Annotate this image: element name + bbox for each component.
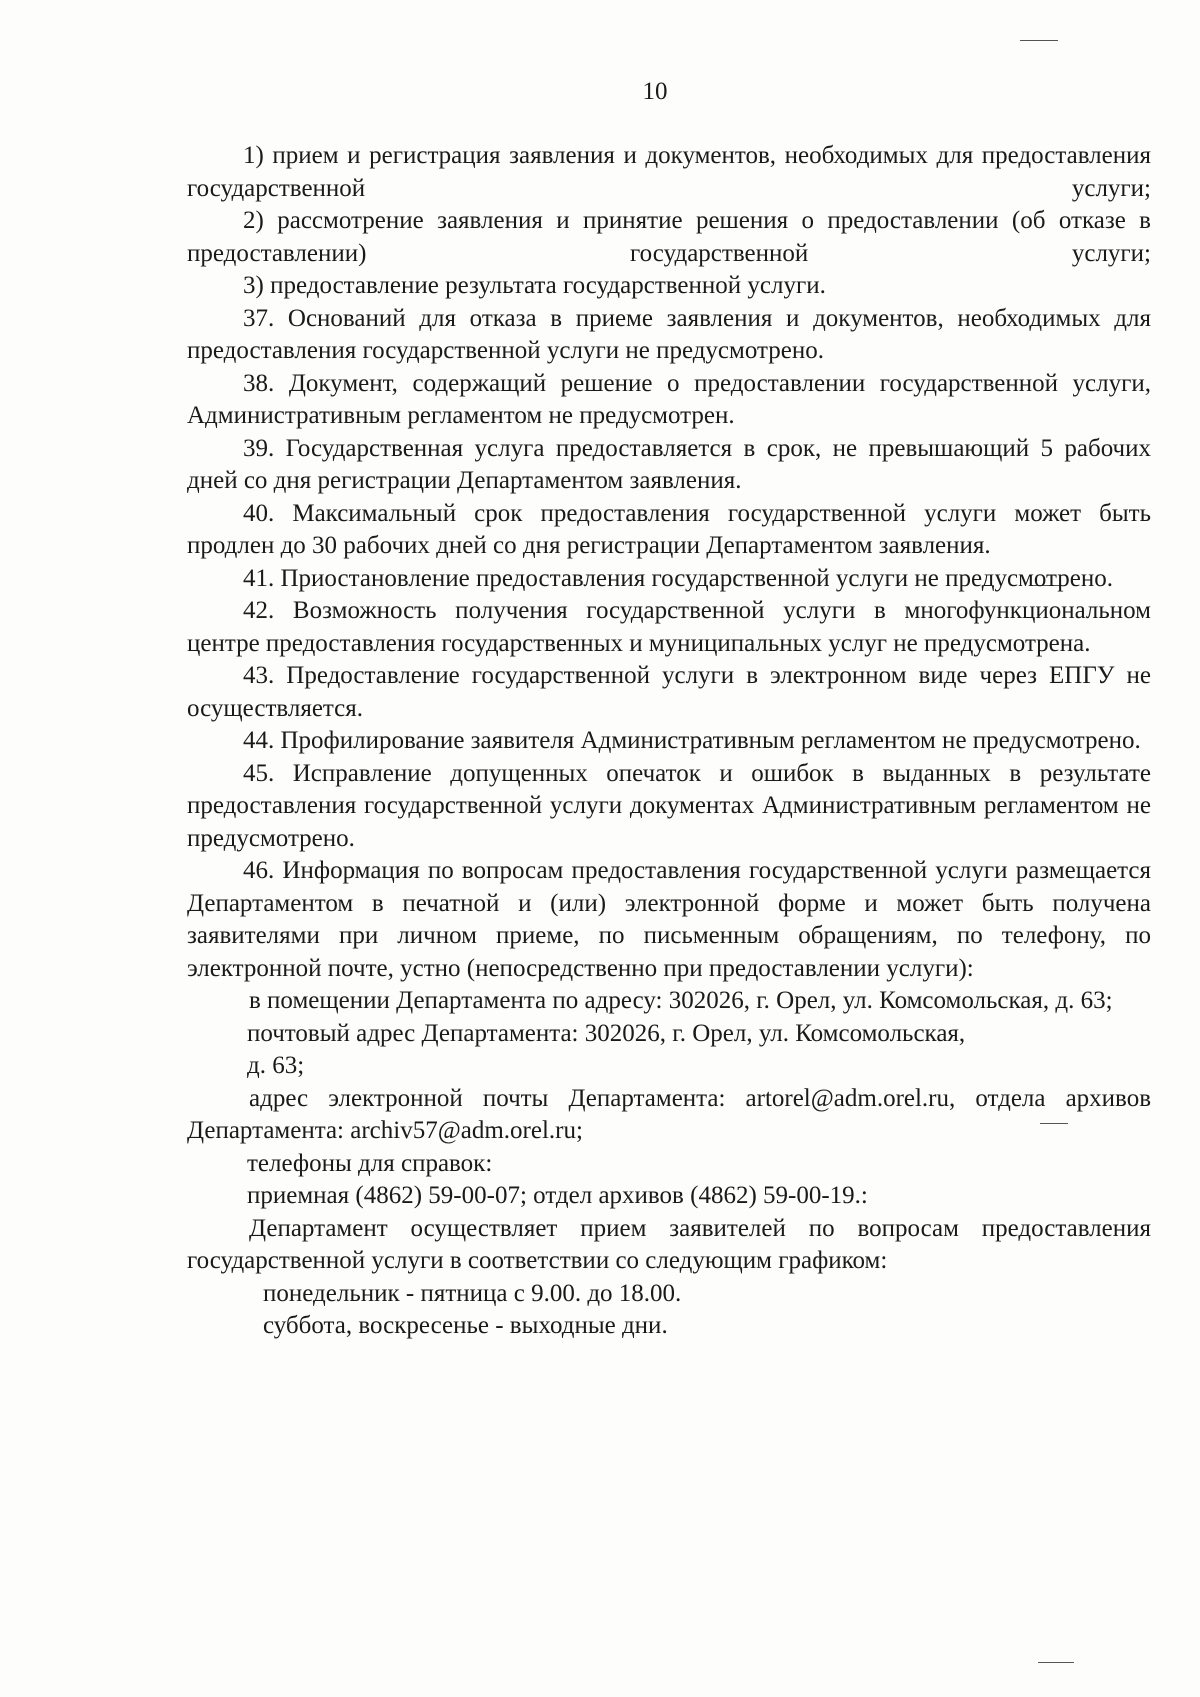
paragraph-1: 1) прием и регистрация заявления и документов, необходимых для предоставления государственной услуги; <box>187 142 1151 202</box>
document-body <box>187 140 1151 1343</box>
page-number: 10 <box>642 78 668 105</box>
paragraph-44: 44. Профилирование заявителя Административным регламентом не предусмотрено. <box>243 727 1141 754</box>
paragraph-42: 42. Возможность получения государственной услуги в многофункциональном центре предоставления государственных и муниципальных услуг не предусмотрена. <box>187 597 1151 657</box>
schedule-weekdays: понедельник - пятница с 9.00. до 18.00. <box>263 1279 682 1307</box>
scan-mark-top <box>1020 40 1058 41</box>
paragraph-37: 37. Оснований для отказа в приеме заявления и документов, необходимых для предоставления государственной услуги не предусмотрено. <box>187 304 1151 364</box>
paragraph-2: 2) рассмотрение заявления и принятие решения о предоставлении (об отказе в предоставлении) государственной услуги; <box>187 207 1151 267</box>
address-line: в помещении Департамента по адресу: 302026, г. Орел, ул. Комсомольская, д. 63; <box>249 987 1113 1014</box>
paragraph-43: 43. Предоставление государственной услуги в электронном виде через ЕПГУ не осуществляется. <box>187 662 1151 722</box>
scan-mark-bottom <box>1038 1662 1074 1663</box>
postal-address-house: д. 63; <box>247 1052 305 1079</box>
paragraph-39: 39. Государственная услуга предоставляется в срок, не превышающий 5 рабочих дней со дня регистрации Департаментом заявления. <box>187 434 1151 494</box>
phone-numbers: приемная (4862) 59-00-07; отдел архивов (4862) 59-00-19.: <box>247 1182 868 1209</box>
paragraph-3: 3) предоставление результата государственной услуги. <box>243 272 826 299</box>
paragraph-46: 46. Информация по вопросам предоставления государственной услуги размещается Департаментом в печатной и (или) электронной форме и может быть получена заявителями при личном приеме, по письменным обращениям, по телефону, по электронной почте, устно (непосредственно при предоставлении услуги): <box>187 857 1151 982</box>
paragraph-38: 38. Документ, содержащий решение о предоставлении государственной услуги, Административным регламентом не предусмотрен. <box>187 369 1151 429</box>
paragraph-41: 41. Приостановление предоставления государственной услуги не предусмотрено. <box>243 564 1113 592</box>
schedule-weekend: суббота, воскресенье - выходные дни. <box>263 1312 668 1339</box>
paragraph-45: 45. Исправление допущенных опечаток и ошибок в выданных в результате предоставления государственной услуги документах Административным регламентом не предусмотрено. <box>187 759 1151 852</box>
phones-title: телефоны для справок: <box>247 1149 493 1177</box>
paragraph-40: 40. Максимальный срок предоставления государственной услуги может быть продлен до 30 рабочих дней со дня регистрации Департаментом заявления. <box>187 499 1151 559</box>
schedule-intro: Департамент осуществляет прием заявителей по вопросам предоставления государственной услуги в соответствии со следующим графиком: <box>187 1214 1151 1274</box>
email-addresses: адрес электронной почты Департамента: artorel@adm.orel.ru, отдела архивов Департамента: archiv57@adm.orel.ru; <box>187 1084 1151 1144</box>
postal-address: почтовый адрес Департамента: 302026, г. Орел, ул. Комсомольская, <box>247 1019 966 1047</box>
